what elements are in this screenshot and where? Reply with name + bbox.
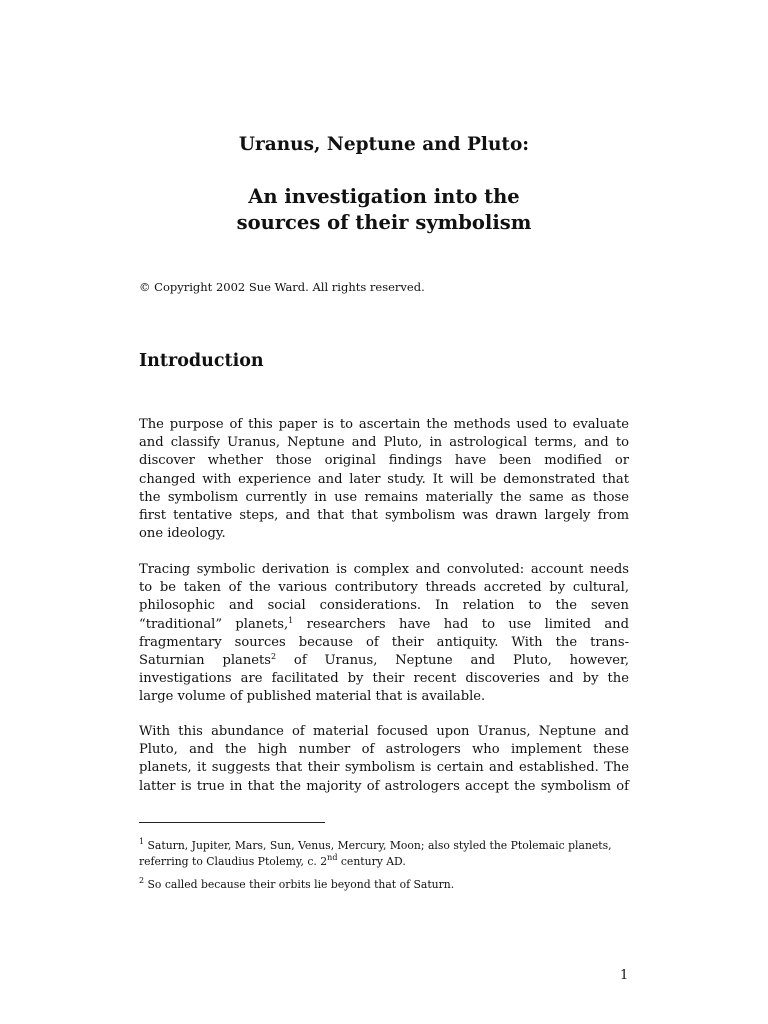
section-heading: Introduction [139, 351, 264, 371]
copyright-notice: © Copyright 2002 Sue Ward. All rights reserved. [139, 280, 425, 294]
page-number: 1 [620, 968, 629, 983]
footnote-number: 2 [139, 876, 145, 885]
footnote-text: So called because their orbits lie beyond that of Saturn. [144, 878, 455, 891]
footnote-text: Saturn, Jupiter, Mars, Sun, Venus, Mercury, Moon; also styled the Ptolemaic planets, [144, 839, 612, 852]
paragraph-line: With this abundance of material focused upon Uranus, Neptune and [139, 724, 629, 739]
paragraph-line: one ideology. [139, 526, 226, 542]
footnote-2 [139, 877, 629, 893]
title-line-1: Uranus, Neptune and Pluto: [238, 134, 530, 155]
paragraph-line [139, 652, 629, 670]
paragraph-line: and classify Uranus, Neptune and Pluto, in astrological terms, and to [139, 435, 629, 451]
footnote-ref-2[interactable]: 2 [270, 652, 277, 662]
line-text: researchers have had to use limited and [293, 616, 629, 632]
paragraph-3 [139, 723, 629, 796]
ordinal-suffix: nd [327, 853, 338, 862]
paragraph-line: latter is true in that the majority of astrologers accept the symbolism of [139, 778, 629, 794]
paragraph-line: to be taken of the various contributory threads accreted by cultural, [139, 580, 629, 596]
title-line-2: An investigation into the [248, 185, 520, 208]
paragraph-1 [139, 416, 629, 543]
footnote-divider [139, 822, 325, 823]
paragraph-line: Pluto, and the high number of astrologers who implement these [139, 742, 629, 758]
paragraph-line: planets, it suggests that their symbolism is certain and established. The [139, 760, 629, 776]
paragraph-line [139, 616, 629, 634]
paragraph-line: discover whether those original findings have been modified or [139, 453, 629, 469]
line-text: “traditional” planets, [139, 616, 289, 632]
title-line-3: sources of their symbolism [236, 211, 532, 234]
paragraph-line: first tentative steps, and that that symbolism was drawn largely from [139, 508, 629, 524]
line-text: Saturnian planets [139, 653, 271, 669]
paragraph-line: philosophic and social considerations. In relation to the seven [139, 598, 629, 614]
paragraph-line: The purpose of this paper is to ascertain the methods used to evaluate [139, 417, 629, 432]
paragraph-line: large volume of published material that is available. [139, 689, 486, 705]
footnote-ref-1[interactable]: 1 [288, 615, 294, 625]
paragraph-line: investigations are facilitated by their recent discoveries and by the [139, 671, 629, 687]
paragraph-line: fragmentary sources because of their antiquity. With the trans- [139, 634, 629, 650]
footnote-text: century AD. [337, 855, 406, 868]
footnote-text: referring to Claudius Ptolemy, c. 2 [139, 855, 328, 868]
paragraph-line: the symbolism currently in use remains materially the same as those [139, 489, 629, 505]
paragraph-line: changed with experience and later study. It will be demonstrated that [139, 471, 629, 487]
footnote-number: 1 [139, 837, 145, 846]
paragraph-line: Tracing symbolic derivation is complex and convoluted: account needs [139, 562, 629, 577]
line-text: of Uranus, Neptune and Pluto, however, [276, 653, 629, 669]
footnote-1 [139, 838, 629, 870]
paragraph-2 [139, 561, 629, 707]
